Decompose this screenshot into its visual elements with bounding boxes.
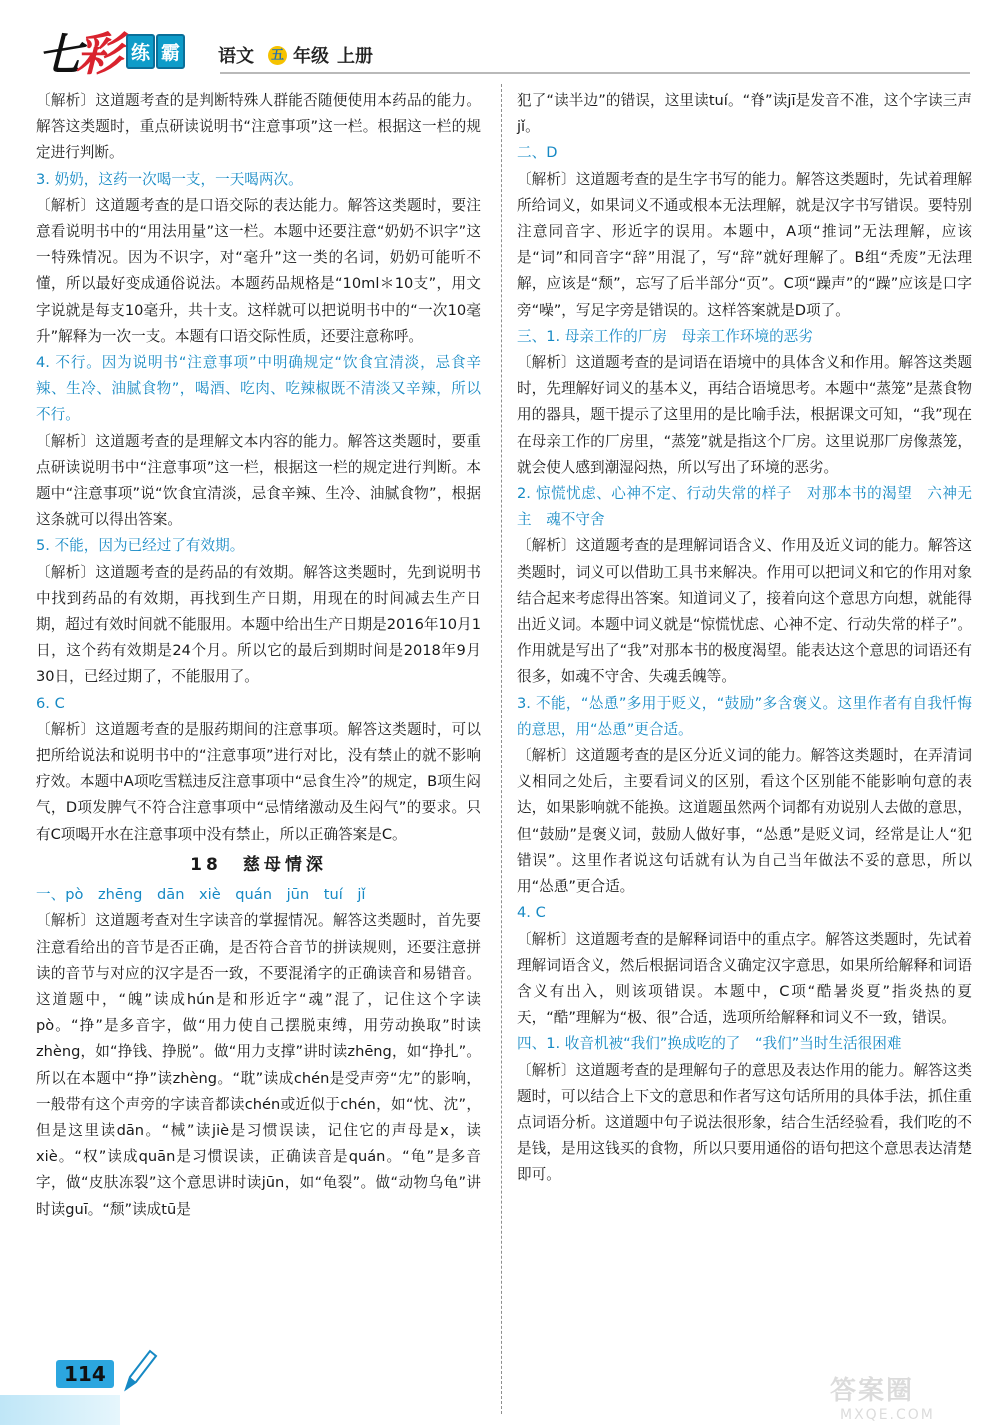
analysis-paragraph: 〔解析〕这道题考查的是理解文本内容的能力。解答这类题时，要重点研读说明书中“注意事项”这一栏，根据这一栏的规定进行判断。本题中“注意事项”说“饮食宜清淡，忌食辛辣、生冷、油腻食物”，根据这条就可以得出答案。 bbox=[36, 432, 481, 529]
answer-line: 6. C bbox=[36, 694, 65, 712]
analysis-paragraph: 〔解析〕这道题考查的是判断特殊人群能否随便使用本药品的能力。解答这类题时，重点研读说明书“注意事项”这一栏。根据这一栏的规定进行判断。 bbox=[36, 92, 481, 162]
answer-line: 4. 不行。因为说明书“注意事项”中明确规定“饮食宜清淡，忌食辛辣、生冷、油腻食物”，喝酒、吃肉、吃辣椒既不清淡又辛辣，所以不行。 bbox=[36, 354, 481, 424]
answer-line: 3. 奶奶，这药一次喝一支，一天喝两次。 bbox=[36, 170, 303, 188]
grade-number-badge: 五 bbox=[268, 46, 287, 65]
answer-line: 三、1. 母亲工作的厂房 母亲工作环境的恶劣 bbox=[517, 327, 813, 345]
footer-decoration bbox=[0, 1395, 120, 1425]
right-column bbox=[517, 88, 972, 1189]
answer-line: 3. 不能，“怂恿”多用于贬义，“鼓励”多含褒义。这里作者有自我忏悔的意思，用“怂恿”更合适。 bbox=[517, 694, 972, 738]
question-number: 一、 bbox=[36, 886, 66, 904]
term-label: 上册 bbox=[337, 46, 373, 67]
analysis-paragraph: 〔解析〕这道题考查对生字读音的掌握情况。解答这类题时，首先要注意看给出的音节是否正确，是否符合音节的拼读规则，还要注意拼读的音节与对应的汉字是否一致，不要混淆字的正确读音和易错音。这道题中，“魄”读成hún是和形近字“魂”混了，记住这个字读pò。“挣”是多音字，做“用力使自己摆脱束缚，用劳动换取”时读zhèng，如“挣钱、挣脱”。做“用力支撑”讲时读zhēng，如“挣扎”。所以在本题中“挣”读zhèng。“耽”读成chén是受声旁“冘”的影响，一般带有这个声旁的字读音都读chén或近似于chén，如“忱、沈”，但是这里读dān。“械”读jiè是习惯误读，记住它的声母是x，读xiè。“权”读成quān是习惯误读，正确读音是quán。“龟”是多音字，做“皮肤冻裂”这个意思讲时读jūn，如“龟裂”。做“动物乌龟”讲时读guī。“颓”读成tū是 bbox=[36, 912, 481, 1218]
logo-char-lian: 练 bbox=[126, 34, 155, 69]
answer-line: 4. C bbox=[517, 904, 546, 922]
watermark bbox=[830, 1370, 990, 1425]
subject-label: 语文 bbox=[218, 46, 254, 67]
analysis-paragraph: 犯了“读半边”的错误，这里读tuí。“脊”读jī是发音不准，这个字读三声jǐ。 bbox=[517, 92, 972, 136]
answer-line: 四、1. 收音机被“我们”换成吃的了 “我们”当时生活很困难 bbox=[517, 1035, 902, 1053]
pencil-icon bbox=[120, 1345, 160, 1395]
answer-line: 2. 惊慌忧虑、心神不定、行动失常的样子 对那本书的渴望 六神无主 魂不守舍 bbox=[517, 485, 972, 529]
book-subject-info bbox=[218, 40, 373, 70]
logo-char-cai: 彩 bbox=[76, 27, 122, 81]
answer-line: 5. 不能，因为已经过了有效期。 bbox=[36, 537, 245, 555]
header-rule bbox=[220, 72, 970, 74]
analysis-paragraph: 〔解析〕这道题考查的是区分近义词的能力。解答这类题时，在弄清词义相同之处后，主要看词义的区别，看这个区别能不能影响句意的表达，如果影响就不能换。这道题虽然两个词都有劝说别人去做的意思，但“鼓励”是褒义词，鼓励人做好事，“怂恿”是贬义词，经常是让人“犯错误”。这里作者说这句话就有认为自己当年做法不妥的意思，所以用“怂恿”更合适。 bbox=[517, 747, 972, 896]
grade-label: 年级 bbox=[293, 46, 329, 67]
watermark-url: MXQE.COM bbox=[840, 1407, 935, 1423]
watermark-title: 答案圈 bbox=[830, 1376, 915, 1406]
analysis-paragraph: 〔解析〕这道题考查的是服药期间的注意事项。解答这类题时，可以把所给说法和说明书中的“注意事项”进行对比，没有禁止的就不影响疗效。本题中A项吃雪糕违反注意事项中“忌食生冷”的规定，B项生闷气，D项发脾气不符合注意事项中“忌情绪激动及生闷气”的要求。只有C项喝开水在注意事项中没有禁止，所以正确答案是C。 bbox=[36, 720, 481, 843]
analysis-paragraph: 〔解析〕这道题考查的是口语交际的表达能力。解答这类题时，要注意看说明书中的“用法用量”这一栏。本题中还要注意“奶奶不识字”这一特殊情况。因为不识字，对“毫升”这一类的名词，奶奶可能听不懂，所以最好变成通俗说法。本题药品规格是“10ml＊10支”，用文字说就是每支10毫升，共十支。这样就可以把说明书中的“一次10毫升”解释为一次一支。本题有口语交际性质，还要注意称呼。 bbox=[36, 196, 481, 345]
logo-badge bbox=[126, 34, 186, 69]
analysis-paragraph: 〔解析〕这道题考查的是生字书写的能力。解答这类题时，先试着理解所给词义，如果词义不通或根本无法理解，就是汉字书写错误。要特别注意同音字、形近字的误用。本题中，A项“推词”无法理解，应该是“词”和同音字“辞”用混了，写“辞”就好理解了。B组“秃废”无法理解，应该是“颓”，忘写了后半部分“页”。C项“躁声”的“躁”应该是口字旁“噪”，写足字旁是错误的。这样答案就是D项了。 bbox=[517, 170, 972, 319]
lesson-title: 18 慈母情深 bbox=[190, 854, 327, 875]
answer-line: 二、D bbox=[517, 144, 558, 162]
pinyin-answers: pò zhēng dān xiè quán jūn tuí jǐ bbox=[65, 886, 366, 904]
pinyin-answer-line bbox=[36, 882, 481, 908]
left-column bbox=[36, 88, 481, 1223]
analysis-paragraph: 〔解析〕这道题考查的是解释词语中的重点字。解答这类题时，先试着理解词语含义，然后根据词语含义确定汉字意思，如果所给解释和词语含义有出入，则该项错误。本题中，C项“酷暑炎夏”指炎热的夏天，“酷”理解为“极、很”合适，选项所给解释和词义不一致，错误。 bbox=[517, 930, 972, 1027]
page-number: 114 bbox=[56, 1360, 114, 1388]
logo-char-ba: 霸 bbox=[156, 34, 185, 69]
analysis-paragraph: 〔解析〕这道题考查的是理解词语含义、作用及近义词的能力。解答这类题时，词义可以借助工具书来解决。作用可以把词义和它的作用对象结合起来考虑得出答案。知道词义了，接着向这个意思方向想，就能得出近义词。本题中词义就是“惊慌忧虑、心神不定、行动失常的样子”。作用就是写出了“我”对那本书的极度渴望。能表达这个意思的词语还有很多，如魂不守舍、失魂丢魄等。 bbox=[517, 537, 972, 686]
analysis-paragraph: 〔解析〕这道题考查的是药品的有效期。解答这类题时，先到说明书中找到药品的有效期，再找到生产日期，用现在的时间减去生产日期，超过有效时间就不能服用。本题中给出生产日期是2016年10月1日，这个药有效期是24个月。所以它的最后到期时间是2018年9月30日，已经过期了，不能服用了。 bbox=[36, 563, 481, 686]
column-divider bbox=[501, 84, 502, 1414]
analysis-paragraph: 〔解析〕这道题考查的是理解句子的意思及表达作用的能力。解答这类题时，可以结合上下文的意思和作者写这句话所用的具体手法，抓住重点词语分析。这道题中句子说法很形象，结合生活经验看，我们吃的不是钱，是用这钱买的食物，所以只要用通俗的语句把这个意思表达清楚即可。 bbox=[517, 1061, 972, 1184]
analysis-paragraph: 〔解析〕这道题考查的是词语在语境中的具体含义和作用。解答这类题时，先理解好词义的基本义，再结合语境思考。本题中“蒸笼”是蒸食物用的器具，题干提示了这里用的是比喻手法，根据课文可知，“我”现在在母亲工作的厂房里，“蒸笼”就是指这个厂房。这里说那厂房像蒸笼，就会使人感到潮湿闷热，所以写出了环境的恶劣。 bbox=[517, 354, 972, 476]
logo-char-qi: 七 bbox=[38, 30, 78, 81]
series-logo bbox=[38, 27, 186, 81]
page-header bbox=[0, 0, 1000, 80]
